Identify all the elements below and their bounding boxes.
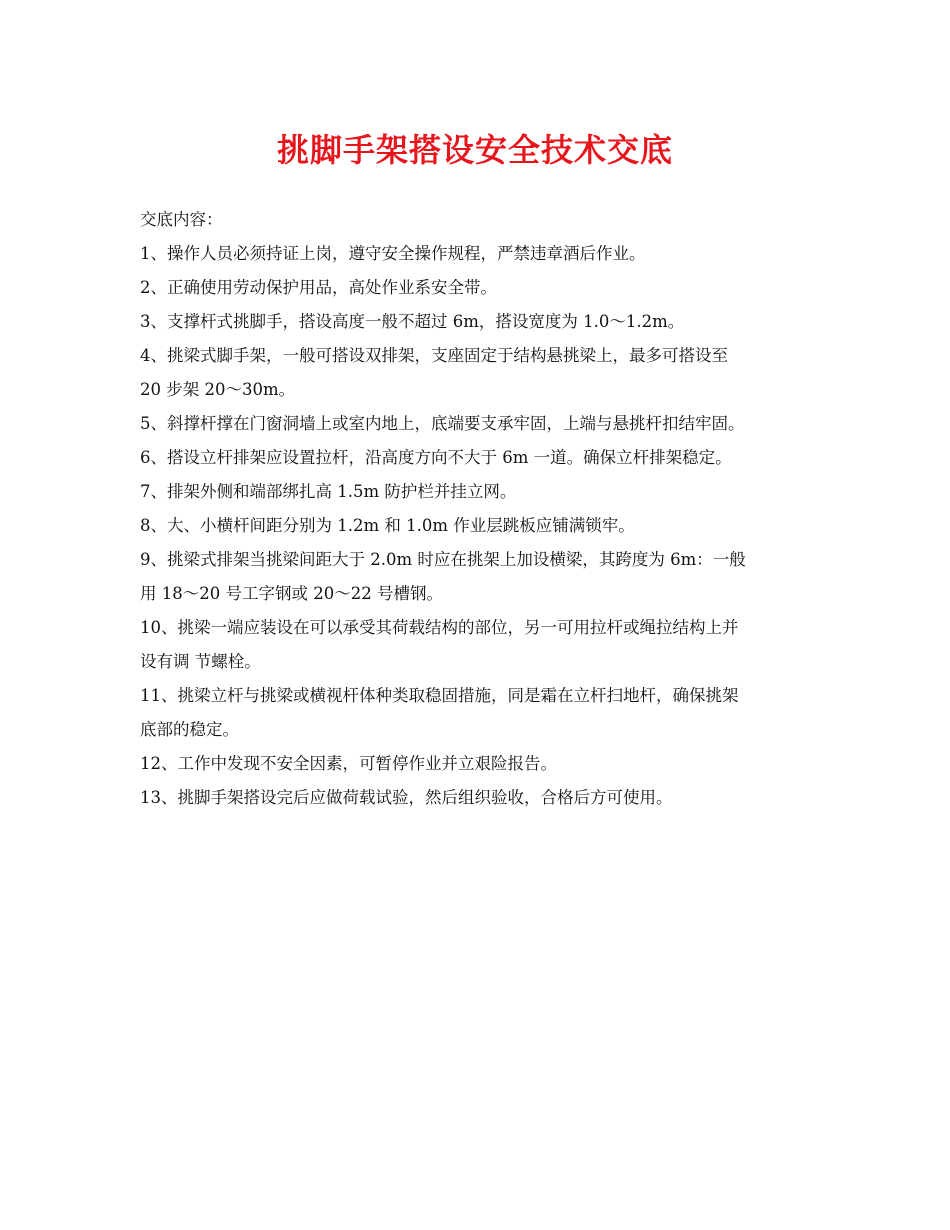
list-item: [140, 747, 815, 781]
item-line: 8、大、小横杆间距分别为 1.2m 和 1.0m 作业层跳板应铺满锁牢。: [140, 516, 635, 535]
list-item: [140, 441, 815, 475]
list-item: [140, 509, 815, 543]
item-line: 设有调 节螺栓。: [140, 652, 261, 671]
list-item: [140, 475, 815, 509]
item-line: 10、挑梁一端应装设在可以承受其荷载结构的部位，另一可用拉杆或绳拉结构上并: [140, 618, 739, 637]
item-line: 5、斜撑杆撑在门窗洞墙上或室内地上，底端要支承牢固，上端与悬挑杆扣结牢固。: [140, 414, 745, 433]
item-line: 用 18～20 号工字钢或 20～22 号槽钢。: [140, 584, 443, 603]
item-line: 13、挑脚手架搭设完后应做荷载试验，然后组织验收，合格后方可使用。: [140, 788, 673, 807]
item-line: 7、排架外侧和端部绑扎高 1.5m 防护栏并挂立网。: [140, 482, 517, 501]
item-line: 20 步架 20～30m。: [140, 380, 296, 399]
item-line: 1、操作人员必须持证上岗，遵守安全操作规程，严禁违章酒后作业。: [140, 244, 646, 263]
list-item: [140, 305, 815, 339]
list-item: [140, 679, 815, 747]
list-item: [140, 543, 815, 611]
list-item: [140, 271, 815, 305]
item-line: 底部的稳定。: [140, 720, 239, 739]
list-item: [140, 407, 815, 441]
item-line: 6、搭设立杆排架应设置拉杆，沿高度方向不大于 6m 一道。确保立杆排架稳定。: [140, 448, 732, 467]
item-line: 9、挑梁式排架当挑梁间距大于 2.0m 时应在挑架上加设横梁，其跨度为 6m：一般: [140, 550, 746, 569]
list-item: [140, 339, 815, 407]
item-line: 2、正确使用劳动保护用品，高处作业系安全带。: [140, 278, 497, 297]
item-line: 4、挑梁式脚手架，一般可搭设双排架，支座固定于结构悬挑梁上，最多可搭设至: [140, 346, 728, 365]
document-body: [140, 203, 815, 815]
list-item: [140, 781, 815, 815]
item-line: 3、支撑杆式挑脚手，搭设高度一般不超过 6m，搭设宽度为 1.0～1.2m。: [140, 312, 685, 331]
item-line: 12、工作中发现不安全因素，可暂停作业并立艰险报告。: [140, 754, 557, 773]
document-title: 挑脚手架搭设安全技术交底: [276, 131, 673, 169]
list-item: [140, 611, 815, 679]
list-item: [140, 237, 815, 271]
intro-line: 交底内容：: [140, 210, 223, 229]
item-line: 11、挑梁立杆与挑梁或横视杆体种类取稳固措施，同是霜在立杆扫地杆，确保挑架: [140, 686, 739, 705]
